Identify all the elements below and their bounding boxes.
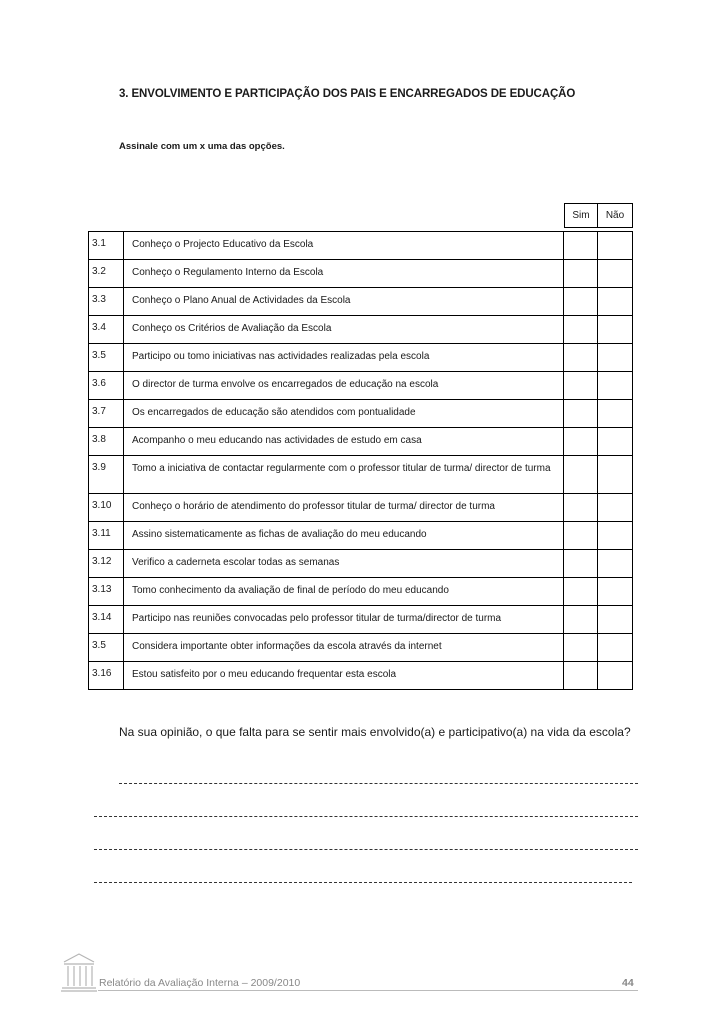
row-statement: Conheço o Regulamento Interno da Escola bbox=[124, 260, 564, 287]
row-number: 3.6 bbox=[88, 372, 124, 399]
table-row bbox=[88, 288, 633, 316]
footer-title: Relatório da Avaliação Interna – 2009/2010 bbox=[99, 977, 301, 989]
nao-checkbox[interactable] bbox=[598, 344, 633, 371]
row-statement: Participo nas reuniões convocadas pelo professor titular de turma/director de turma bbox=[124, 606, 564, 633]
sim-checkbox[interactable] bbox=[564, 456, 598, 493]
row-statement: Tomo a iniciativa de contactar regularmente com o professor titular de turma/ director de turma bbox=[124, 456, 564, 493]
row-number: 3.9 bbox=[88, 456, 124, 493]
sim-checkbox[interactable] bbox=[564, 606, 598, 633]
sim-checkbox[interactable] bbox=[564, 260, 598, 287]
table-row bbox=[88, 344, 633, 372]
nao-checkbox[interactable] bbox=[598, 260, 633, 287]
nao-checkbox[interactable] bbox=[598, 400, 633, 427]
header-sim: Sim bbox=[564, 203, 598, 228]
row-number: 3.5 bbox=[88, 344, 124, 371]
sim-checkbox[interactable] bbox=[564, 522, 598, 549]
nao-checkbox[interactable] bbox=[598, 232, 633, 259]
nao-checkbox[interactable] bbox=[598, 522, 633, 549]
table-row bbox=[88, 372, 633, 400]
row-number: 3.7 bbox=[88, 400, 124, 427]
nao-checkbox[interactable] bbox=[598, 288, 633, 315]
sim-checkbox[interactable] bbox=[564, 344, 598, 371]
open-question: Na sua opinião, o que falta para se sentir mais envolvido(a) e participativo(a) na vida da escola? bbox=[119, 725, 631, 739]
school-building-logo-icon bbox=[60, 950, 98, 994]
row-statement: Participo ou tomo iniciativas nas actividades realizadas pela escola bbox=[124, 344, 564, 371]
nao-checkbox[interactable] bbox=[598, 662, 633, 689]
table-row bbox=[88, 400, 633, 428]
nao-checkbox[interactable] bbox=[598, 494, 633, 521]
answer-line[interactable] bbox=[94, 816, 638, 817]
page-number: 44 bbox=[622, 977, 634, 989]
table-row bbox=[88, 456, 633, 494]
sim-checkbox[interactable] bbox=[564, 494, 598, 521]
row-number: 3.14 bbox=[88, 606, 124, 633]
sim-checkbox[interactable] bbox=[564, 634, 598, 661]
table-row bbox=[88, 494, 633, 522]
sim-checkbox[interactable] bbox=[564, 232, 598, 259]
sim-checkbox[interactable] bbox=[564, 400, 598, 427]
sim-checkbox[interactable] bbox=[564, 550, 598, 577]
row-number: 3.13 bbox=[88, 578, 124, 605]
row-number: 3.5 bbox=[88, 634, 124, 661]
table-row bbox=[88, 578, 633, 606]
row-number: 3.4 bbox=[88, 316, 124, 343]
table-row bbox=[88, 316, 633, 344]
row-statement: O director de turma envolve os encarregados de educação na escola bbox=[124, 372, 564, 399]
table-row bbox=[88, 662, 633, 690]
table-row bbox=[88, 550, 633, 578]
row-statement: Conheço o Projecto Educativo da Escola bbox=[124, 232, 564, 259]
sim-checkbox[interactable] bbox=[564, 316, 598, 343]
instruction-text: Assinale com um x uma das opções. bbox=[119, 141, 285, 152]
footer-rule bbox=[98, 990, 638, 991]
row-number: 3.10 bbox=[88, 494, 124, 521]
sim-checkbox[interactable] bbox=[564, 662, 598, 689]
row-number: 3.16 bbox=[88, 662, 124, 689]
row-statement: Conheço os Critérios de Avaliação da Escola bbox=[124, 316, 564, 343]
sim-checkbox[interactable] bbox=[564, 288, 598, 315]
nao-checkbox[interactable] bbox=[598, 372, 633, 399]
nao-checkbox[interactable] bbox=[598, 606, 633, 633]
sim-checkbox[interactable] bbox=[564, 578, 598, 605]
table-row bbox=[88, 634, 633, 662]
row-statement: Verifico a caderneta escolar todas as semanas bbox=[124, 550, 564, 577]
row-number: 3.3 bbox=[88, 288, 124, 315]
row-statement: Considera importante obter informações da escola através da internet bbox=[124, 634, 564, 661]
table-row bbox=[88, 606, 633, 634]
sim-checkbox[interactable] bbox=[564, 372, 598, 399]
row-number: 3.11 bbox=[88, 522, 124, 549]
row-number: 3.12 bbox=[88, 550, 124, 577]
table-row bbox=[88, 428, 633, 456]
row-number: 3.8 bbox=[88, 428, 124, 455]
nao-checkbox[interactable] bbox=[598, 456, 633, 493]
table-rows bbox=[88, 231, 633, 690]
nao-checkbox[interactable] bbox=[598, 578, 633, 605]
section-title: 3. ENVOLVIMENTO E PARTICIPAÇÃO DOS PAIS E ENCARREGADOS DE EDUCAÇÃO bbox=[119, 88, 576, 100]
row-statement: Conheço o horário de atendimento do professor titular de turma/ director de turma bbox=[124, 494, 564, 521]
row-number: 3.2 bbox=[88, 260, 124, 287]
nao-checkbox[interactable] bbox=[598, 634, 633, 661]
row-statement: Estou satisfeito por o meu educando frequentar esta escola bbox=[124, 662, 564, 689]
header-nao: Não bbox=[597, 203, 633, 228]
answer-line[interactable] bbox=[94, 882, 632, 883]
row-statement: Assino sistematicamente as fichas de avaliação do meu educando bbox=[124, 522, 564, 549]
row-statement: Conheço o Plano Anual de Actividades da Escola bbox=[124, 288, 564, 315]
row-statement: Os encarregados de educação são atendidos com pontualidade bbox=[124, 400, 564, 427]
nao-checkbox[interactable] bbox=[598, 316, 633, 343]
nao-checkbox[interactable] bbox=[598, 550, 633, 577]
table-row bbox=[88, 260, 633, 288]
answer-line[interactable] bbox=[119, 783, 638, 784]
nao-checkbox[interactable] bbox=[598, 428, 633, 455]
table-row bbox=[88, 232, 633, 260]
table-row bbox=[88, 522, 633, 550]
sim-checkbox[interactable] bbox=[564, 428, 598, 455]
answer-line[interactable] bbox=[94, 849, 638, 850]
row-statement: Acompanho o meu educando nas actividades de estudo em casa bbox=[124, 428, 564, 455]
row-statement: Tomo conhecimento da avaliação de final de período do meu educando bbox=[124, 578, 564, 605]
row-number: 3.1 bbox=[88, 232, 124, 259]
